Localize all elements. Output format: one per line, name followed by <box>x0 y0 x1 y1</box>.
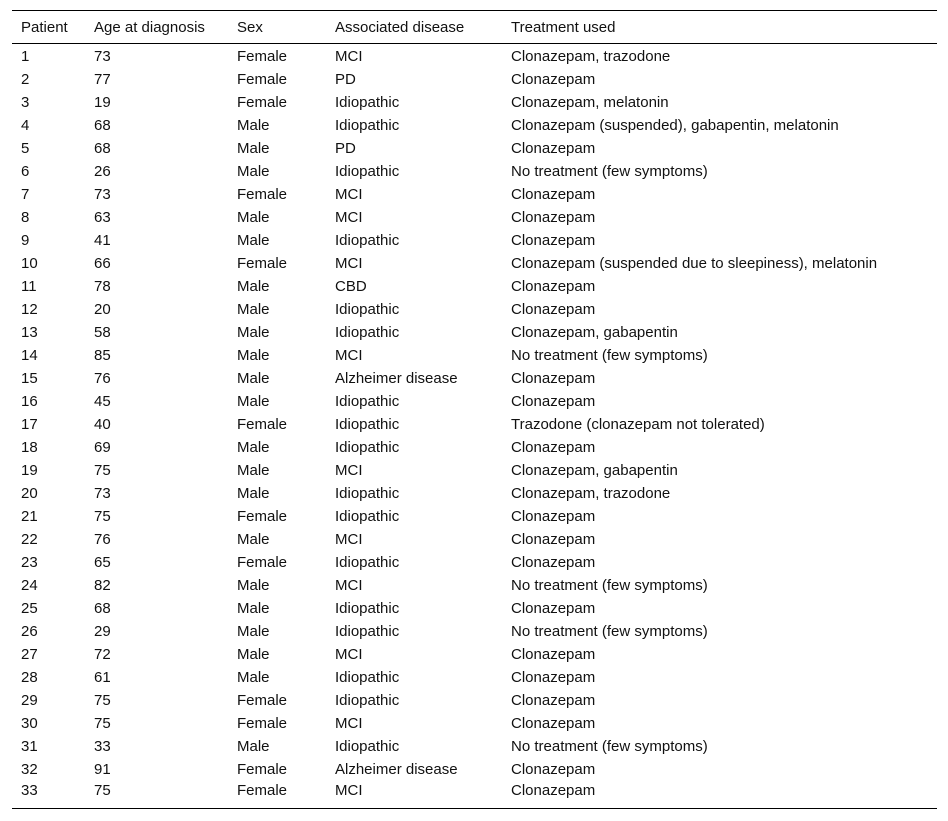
cell-disease: Idiopathic <box>335 600 400 617</box>
cell-age: 73 <box>94 485 111 502</box>
table-row <box>12 528 937 551</box>
cell-disease: Idiopathic <box>335 163 400 180</box>
cell-sex: Male <box>237 600 270 617</box>
cell-patient: 26 <box>21 623 38 640</box>
cell-age: 68 <box>94 600 111 617</box>
cell-age: 72 <box>94 646 111 663</box>
header-row <box>12 11 937 44</box>
table-row <box>12 91 937 114</box>
cell-patient: 23 <box>21 554 38 571</box>
cell-sex: Female <box>237 255 288 272</box>
cell-sex: Male <box>237 531 270 548</box>
cell-treatment: Clonazepam <box>511 71 596 88</box>
table-header <box>12 11 937 44</box>
cell-age: 58 <box>94 324 111 341</box>
cell-disease: Idiopathic <box>335 623 400 640</box>
cell-treatment: Clonazepam <box>511 140 596 157</box>
cell-patient: 32 <box>21 761 38 778</box>
cell-sex: Male <box>237 347 270 364</box>
cell-treatment: Clonazepam <box>511 646 596 663</box>
cell-patient: 2 <box>21 71 30 88</box>
cell-disease: Idiopathic <box>335 393 400 410</box>
cell-patient: 24 <box>21 577 38 594</box>
table-row <box>12 689 937 712</box>
cell-age: 68 <box>94 117 111 134</box>
header-sex: Sex <box>237 18 263 36</box>
cell-disease: Idiopathic <box>335 508 400 525</box>
cell-sex: Female <box>237 554 288 571</box>
cell-treatment: Clonazepam <box>511 554 596 571</box>
cell-age: 65 <box>94 554 111 571</box>
cell-age: 26 <box>94 163 111 180</box>
cell-disease: MCI <box>335 209 363 226</box>
cell-sex: Female <box>237 186 288 203</box>
cell-age: 85 <box>94 347 111 364</box>
cell-sex: Male <box>237 140 270 157</box>
table-row <box>12 367 937 390</box>
table-row <box>12 252 937 275</box>
table-row <box>12 459 937 482</box>
cell-treatment: Clonazepam <box>511 393 596 410</box>
cell-age: 73 <box>94 48 111 65</box>
cell-disease: MCI <box>335 715 363 732</box>
cell-treatment: Clonazepam <box>511 186 596 203</box>
cell-disease: PD <box>335 140 356 157</box>
cell-patient: 33 <box>21 782 38 799</box>
cell-treatment: Clonazepam, trazodone <box>511 485 671 502</box>
cell-age: 75 <box>94 508 111 525</box>
cell-disease: MCI <box>335 186 363 203</box>
table-row <box>12 574 937 597</box>
table-row <box>12 183 937 206</box>
cell-sex: Male <box>237 485 270 502</box>
cell-sex: Female <box>237 416 288 433</box>
cell-age: 63 <box>94 209 111 226</box>
cell-patient: 4 <box>21 117 30 134</box>
header-patient: Patient <box>21 18 68 36</box>
cell-sex: Male <box>237 393 270 410</box>
cell-age: 61 <box>94 669 111 686</box>
cell-age: 78 <box>94 278 111 295</box>
cell-sex: Male <box>237 163 270 180</box>
cell-patient: 1 <box>21 48 30 65</box>
table-row <box>12 758 937 781</box>
table-row <box>12 666 937 689</box>
cell-sex: Female <box>237 508 288 525</box>
cell-sex: Male <box>237 301 270 318</box>
cell-patient: 31 <box>21 738 38 755</box>
cell-patient: 19 <box>21 462 38 479</box>
cell-age: 45 <box>94 393 111 410</box>
cell-sex: Female <box>237 782 288 799</box>
table-row <box>12 712 937 735</box>
cell-treatment: Clonazepam <box>511 232 596 249</box>
cell-age: 75 <box>94 715 111 732</box>
cell-disease: MCI <box>335 462 363 479</box>
cell-disease: Idiopathic <box>335 485 400 502</box>
patient-table-container <box>12 10 937 809</box>
cell-treatment: Clonazepam <box>511 782 596 799</box>
cell-disease: MCI <box>335 646 363 663</box>
table-row <box>12 321 937 344</box>
cell-disease: Alzheimer disease <box>335 761 458 778</box>
cell-disease: Idiopathic <box>335 232 400 249</box>
cell-patient: 13 <box>21 324 38 341</box>
cell-disease: MCI <box>335 577 363 594</box>
cell-patient: 22 <box>21 531 38 548</box>
cell-sex: Male <box>237 669 270 686</box>
cell-treatment: Clonazepam <box>511 761 596 778</box>
cell-age: 20 <box>94 301 111 318</box>
cell-disease: Idiopathic <box>335 439 400 456</box>
cell-disease: Idiopathic <box>335 692 400 709</box>
cell-treatment: Clonazepam (suspended), gabapentin, melatonin <box>511 117 839 134</box>
table-row <box>12 68 937 91</box>
header-age-at-diagnosis: Age at diagnosis <box>94 18 205 36</box>
cell-sex: Male <box>237 623 270 640</box>
cell-patient: 11 <box>21 278 37 295</box>
cell-disease: PD <box>335 71 356 88</box>
table-row <box>12 44 937 69</box>
table-row <box>12 597 937 620</box>
cell-age: 66 <box>94 255 111 272</box>
cell-patient: 28 <box>21 669 38 686</box>
table-row <box>12 482 937 505</box>
table-row <box>12 206 937 229</box>
cell-age: 82 <box>94 577 111 594</box>
cell-patient: 29 <box>21 692 38 709</box>
cell-treatment: No treatment (few symptoms) <box>511 163 708 180</box>
cell-treatment: Clonazepam <box>511 370 596 387</box>
cell-disease: Idiopathic <box>335 554 400 571</box>
cell-patient: 16 <box>21 393 38 410</box>
cell-age: 91 <box>94 761 111 778</box>
cell-treatment: Clonazepam, gabapentin <box>511 462 678 479</box>
cell-sex: Male <box>237 324 270 341</box>
cell-sex: Male <box>237 577 270 594</box>
cell-treatment: Clonazepam, trazodone <box>511 48 671 65</box>
cell-age: 75 <box>94 782 111 799</box>
cell-sex: Male <box>237 738 270 755</box>
cell-disease: MCI <box>335 255 363 272</box>
patient-table <box>12 10 937 809</box>
cell-disease: MCI <box>335 48 363 65</box>
cell-treatment: Clonazepam <box>511 508 596 525</box>
cell-treatment: Clonazepam <box>511 301 596 318</box>
cell-patient: 12 <box>21 301 38 318</box>
header-treatment-used: Treatment used <box>511 18 616 36</box>
table-row <box>12 160 937 183</box>
cell-patient: 25 <box>21 600 38 617</box>
cell-disease: CBD <box>335 278 367 295</box>
cell-age: 29 <box>94 623 111 640</box>
cell-patient: 7 <box>21 186 30 203</box>
cell-age: 41 <box>94 232 111 249</box>
cell-patient: 6 <box>21 163 30 180</box>
cell-treatment: Clonazepam <box>511 692 596 709</box>
cell-treatment: Clonazepam, melatonin <box>511 94 669 111</box>
cell-treatment: No treatment (few symptoms) <box>511 577 708 594</box>
cell-age: 33 <box>94 738 111 755</box>
cell-patient: 14 <box>21 347 38 364</box>
cell-patient: 9 <box>21 232 30 249</box>
cell-patient: 27 <box>21 646 38 663</box>
table-row <box>12 413 937 436</box>
table-row <box>12 344 937 367</box>
cell-patient: 21 <box>21 508 38 525</box>
cell-age: 68 <box>94 140 111 157</box>
cell-sex: Male <box>237 209 270 226</box>
cell-sex: Male <box>237 370 270 387</box>
cell-sex: Female <box>237 48 288 65</box>
cell-sex: Male <box>237 439 270 456</box>
cell-patient: 18 <box>21 439 38 456</box>
cell-age: 69 <box>94 439 111 456</box>
cell-age: 40 <box>94 416 111 433</box>
cell-treatment: No treatment (few symptoms) <box>511 623 708 640</box>
cell-treatment: Clonazepam <box>511 439 596 456</box>
cell-patient: 10 <box>21 255 38 272</box>
cell-sex: Male <box>237 232 270 249</box>
cell-disease: Idiopathic <box>335 738 400 755</box>
cell-disease: MCI <box>335 531 363 548</box>
cell-sex: Male <box>237 462 270 479</box>
table-row <box>12 551 937 574</box>
cell-sex: Female <box>237 761 288 778</box>
table-row <box>12 390 937 413</box>
cell-disease: MCI <box>335 347 363 364</box>
table-row <box>12 643 937 666</box>
cell-treatment: Clonazepam <box>511 209 596 226</box>
header-associated-disease: Associated disease <box>335 18 465 36</box>
cell-disease: Idiopathic <box>335 669 400 686</box>
cell-disease: Idiopathic <box>335 301 400 318</box>
table-row <box>12 735 937 758</box>
cell-patient: 3 <box>21 94 30 111</box>
cell-treatment: Clonazepam <box>511 278 596 295</box>
table-row <box>12 436 937 459</box>
cell-disease: Idiopathic <box>335 94 400 111</box>
cell-age: 77 <box>94 71 111 88</box>
cell-disease: Alzheimer disease <box>335 370 458 387</box>
cell-disease: Idiopathic <box>335 324 400 341</box>
cell-sex: Female <box>237 692 288 709</box>
table-row <box>12 114 937 137</box>
table-row <box>12 229 937 252</box>
cell-treatment: Clonazepam <box>511 600 596 617</box>
cell-sex: Female <box>237 715 288 732</box>
table-row <box>12 620 937 643</box>
cell-age: 19 <box>94 94 111 111</box>
cell-patient: 8 <box>21 209 30 226</box>
cell-patient: 5 <box>21 140 30 157</box>
cell-treatment: Clonazepam <box>511 669 596 686</box>
cell-age: 76 <box>94 531 111 548</box>
cell-sex: Female <box>237 71 288 88</box>
cell-patient: 20 <box>21 485 38 502</box>
table-row <box>12 781 937 809</box>
cell-age: 73 <box>94 186 111 203</box>
cell-treatment: Clonazepam (suspended due to sleepiness), melatonin <box>511 255 878 272</box>
cell-sex: Male <box>237 278 270 295</box>
cell-patient: 30 <box>21 715 38 732</box>
cell-treatment: No treatment (few symptoms) <box>511 347 708 364</box>
cell-age: 75 <box>94 692 111 709</box>
cell-patient: 15 <box>21 370 38 387</box>
cell-treatment: Clonazepam, gabapentin <box>511 324 678 341</box>
cell-treatment: Clonazepam <box>511 715 596 732</box>
table-row <box>12 137 937 160</box>
table-row <box>12 298 937 321</box>
cell-treatment: Trazodone (clonazepam not tolerated) <box>511 416 765 433</box>
table-body <box>12 44 937 809</box>
cell-disease: Idiopathic <box>335 416 400 433</box>
cell-age: 75 <box>94 462 111 479</box>
cell-disease: MCI <box>335 782 363 799</box>
table-row <box>12 275 937 298</box>
cell-sex: Male <box>237 646 270 663</box>
cell-treatment: No treatment (few symptoms) <box>511 738 708 755</box>
cell-treatment: Clonazepam <box>511 531 596 548</box>
table-row <box>12 505 937 528</box>
cell-patient: 17 <box>21 416 38 433</box>
cell-sex: Male <box>237 117 270 134</box>
cell-age: 76 <box>94 370 111 387</box>
cell-sex: Female <box>237 94 288 111</box>
cell-disease: Idiopathic <box>335 117 400 134</box>
